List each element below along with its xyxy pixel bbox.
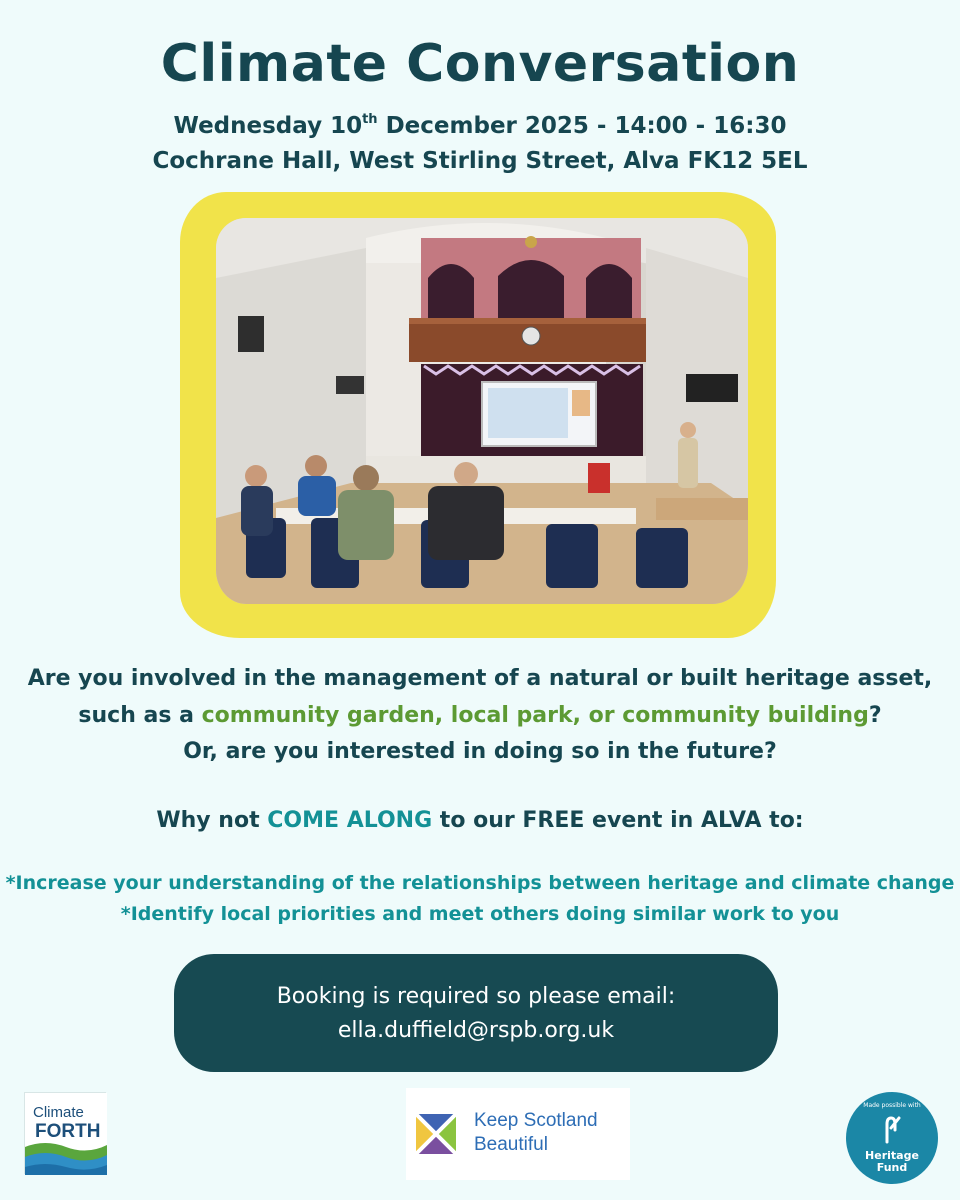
booking-text: Booking is required so please email: <box>276 984 676 1009</box>
hf-line-2: Fund <box>876 1161 908 1174</box>
bullet-1: *Increase your understanding of the relationships between heritage and climate change <box>5 872 955 894</box>
ksb-line-2: Beautiful <box>474 1134 548 1155</box>
keep-scotland-logo <box>406 1088 630 1180</box>
hf-line-1: Heritage <box>865 1149 919 1162</box>
crossed-fingers-icon <box>877 1114 907 1144</box>
invite-pre: Why not <box>156 808 268 833</box>
cf-word-1: Climate <box>33 1104 84 1121</box>
event-title: Climate Conversation <box>160 34 800 94</box>
question-line-2 <box>0 703 960 728</box>
q2-highlight: community garden, local park, or community building <box>201 703 869 728</box>
date-rest: December 2025 - 14:00 - 16:30 <box>377 113 787 139</box>
booking-email[interactable]: ella.duffield@rspb.org.uk <box>337 1018 615 1043</box>
q2-pre: such as a <box>78 703 202 728</box>
event-date <box>0 112 960 139</box>
date-ordinal: th <box>362 112 378 127</box>
climate-forth-logo <box>24 1092 106 1174</box>
bullet-2: *Identify local priorities and meet others doing similar work to you <box>120 903 840 925</box>
q2-post: ? <box>868 703 882 728</box>
cf-word-2: FORTH <box>35 1121 101 1142</box>
event-venue: Cochrane Hall, West Stirling Street, Alva FK12 5EL <box>152 148 808 174</box>
hall-photo <box>216 218 748 604</box>
invite-line <box>0 808 960 833</box>
invite-post: to our FREE event in ALVA to: <box>432 808 804 833</box>
date-day: Wednesday 10 <box>173 113 363 139</box>
invite-highlight: COME ALONG <box>267 808 433 833</box>
hf-small-text: Made possible with <box>863 1102 921 1109</box>
question-line-1: Are you involved in the management of a natural or built heritage asset, <box>27 666 933 691</box>
question-line-3: Or, are you interested in doing so in the future? <box>183 739 777 764</box>
booking-box <box>174 954 778 1072</box>
heritage-fund-logo <box>846 1092 938 1184</box>
ksb-line-1: Keep Scotland <box>474 1110 598 1131</box>
